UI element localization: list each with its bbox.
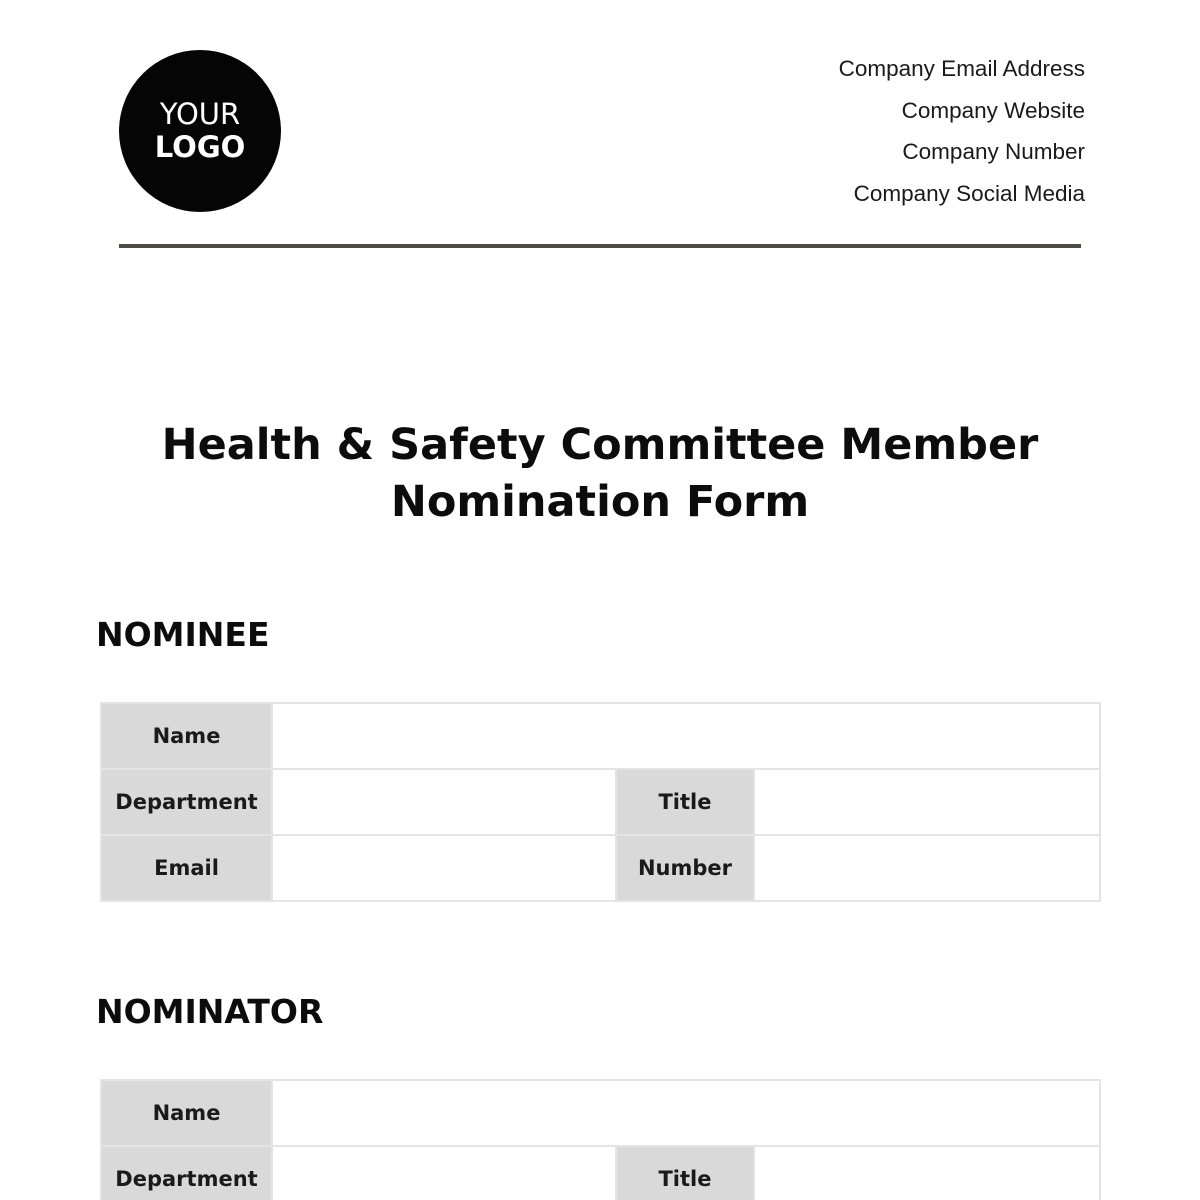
document-title (0, 417, 1200, 531)
nominee-name-label: Name (101, 703, 272, 769)
nominator-department-field[interactable] (272, 1146, 616, 1200)
logo-text-your: YOUR (159, 97, 241, 131)
nominator-title-label: Title (616, 1146, 754, 1200)
nominee-title-field[interactable] (754, 769, 1100, 835)
nominee-name-field[interactable] (272, 703, 1100, 769)
nominee-table (100, 702, 1101, 902)
nominee-number-field[interactable] (754, 835, 1100, 901)
nominee-department-field[interactable] (272, 769, 616, 835)
nominee-department-label: Department (101, 769, 272, 835)
nominee-row-email-number (101, 835, 1100, 901)
company-number: Company Number (902, 139, 1085, 165)
nominator-name-field[interactable] (272, 1080, 1100, 1146)
nominee-title-label: Title (616, 769, 754, 835)
nominee-number-label: Number (616, 835, 754, 901)
nominee-email-field[interactable] (272, 835, 616, 901)
company-email: Company Email Address (838, 56, 1085, 81)
nominator-row-name (101, 1080, 1100, 1146)
company-social-media: Company Social Media (853, 181, 1085, 207)
company-contact-block (839, 53, 1085, 220)
nominee-row-department-title (101, 769, 1100, 835)
header-divider (119, 244, 1081, 248)
nominator-title-field[interactable] (754, 1146, 1100, 1200)
nominee-email-label: Email (101, 835, 272, 901)
nominator-name-label: Name (101, 1080, 272, 1146)
nominator-heading: NOMINATOR (96, 992, 324, 1031)
company-website: Company Website (901, 97, 1085, 123)
logo-text-logo: LOGO (154, 130, 246, 164)
nominator-department-label: Department (101, 1146, 272, 1200)
nominator-table (100, 1079, 1101, 1200)
company-logo (119, 50, 281, 212)
nominee-heading: NOMINEE (96, 615, 270, 654)
document-title-line-1: Health & Safety Committee Member (161, 420, 1039, 470)
document-title-line-2: Nomination Form (390, 477, 810, 527)
nominee-row-name (101, 703, 1100, 769)
nominator-row-department-title (101, 1146, 1100, 1200)
